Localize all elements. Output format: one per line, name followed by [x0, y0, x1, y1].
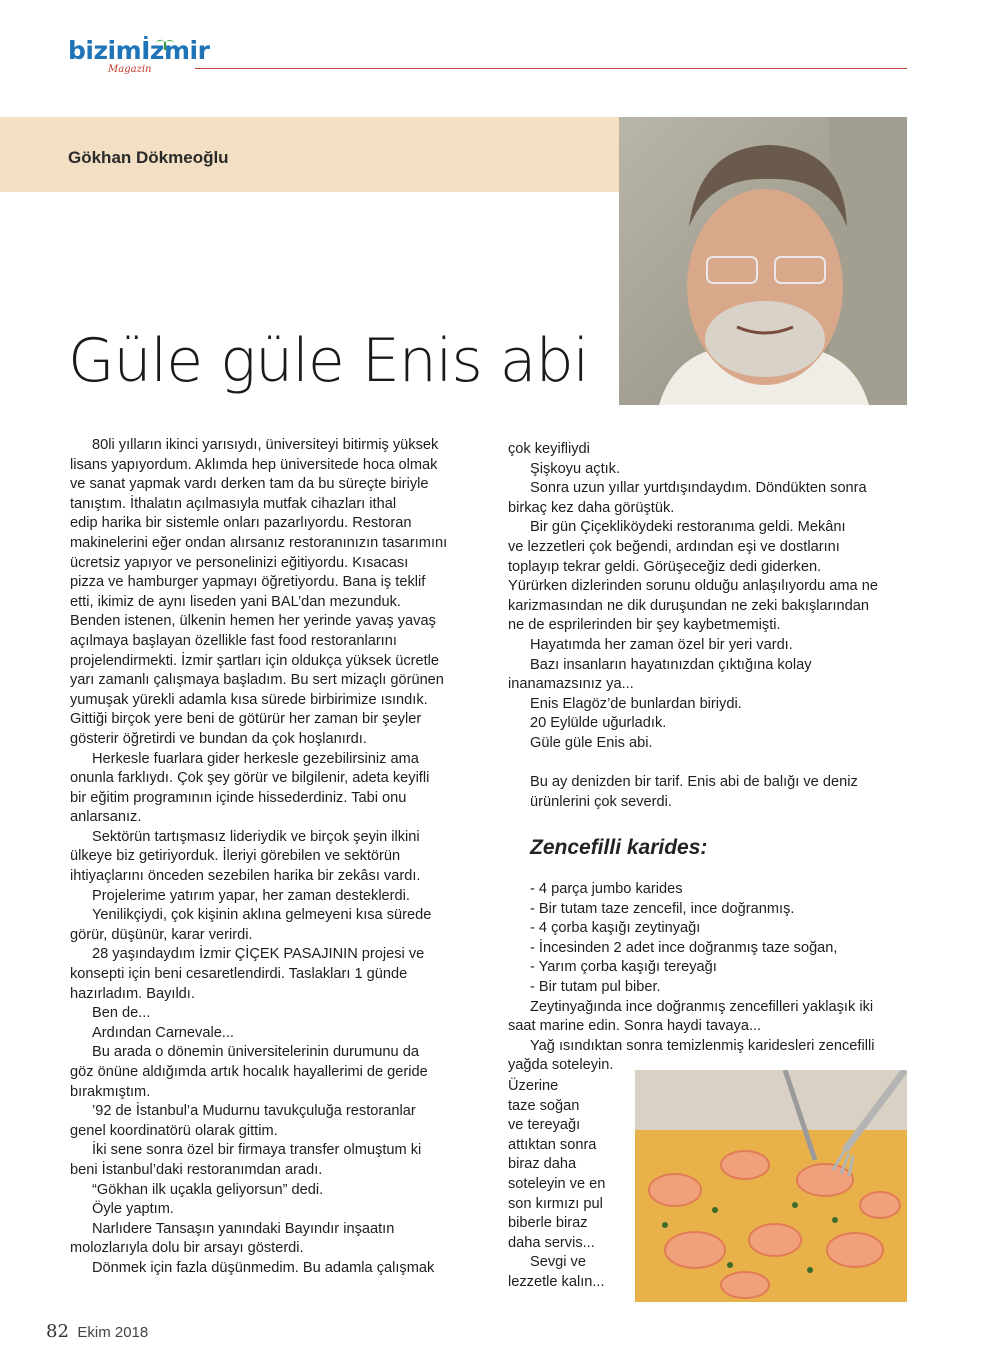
text-line: konsepti için beni cesaretlendirdi. Taslakları 1 günde: [70, 966, 408, 983]
text-line: Zeytinyağında ince doğranmış zencefilleri yaklaşık iki: [530, 998, 874, 1015]
text-line: 20 Eylülde uğurladık.: [530, 715, 667, 732]
text-line: Öyle yaptım.: [92, 1201, 174, 1218]
text-line: ürünlerini çok severdi.: [530, 793, 672, 810]
text-line: Ardından Carnevale...: [92, 1024, 234, 1041]
text-line: birkaç kez daha görüştük.: [508, 499, 675, 516]
text-line: yağda soteleyin.: [508, 1057, 614, 1074]
article-title: Güle güle Enis abi: [68, 326, 589, 396]
text-line: toplayıp tekrar geldi. Görüşeceğiz dedi giderken.: [508, 558, 822, 575]
text-line: karizmasından ne dik duruşundan ne zeki bakışlarından: [508, 597, 870, 614]
text-line: Sektörün tartışmasız lideriydik ve birçok şeyin ilkini: [92, 828, 420, 845]
text-line: 80li yılların ikinci yarısıydı, üniversiteyi bitirmiş yüksek: [92, 437, 439, 453]
text-line: - Yarım çorba kaşığı tereyağı: [530, 959, 717, 976]
text-line: Bir gün Çiçekliköydeki restoranıma geldi. Mekânı: [530, 519, 846, 536]
text-line: Bu arada o dönemin üniversitelerinin durumunu da: [92, 1044, 419, 1061]
text-line: çok keyifliydi: [508, 441, 590, 457]
author-portrait: [619, 117, 907, 405]
text-line: - 4 parça jumbo karides: [530, 881, 683, 897]
recipe-ingredients: [508, 880, 908, 1076]
text-line: Yürürken dizlerinden sorunu olduğu anlaşılıyordu ama ne: [508, 578, 878, 595]
text-line: hazırladım. Bayıldı.: [70, 985, 195, 1002]
text-line: ve tereyağı: [508, 1117, 581, 1134]
text-line: bırakmıştım.: [70, 1083, 151, 1100]
recipe-title: Zencefilli karides:: [530, 836, 708, 859]
text-line: Hayatımda her zaman özel bir yeri vardı.: [530, 636, 793, 653]
text-line: Güle güle Enis abi.: [530, 734, 653, 751]
text-line: makinelerini eğer ondan alırsanız restoranınızın tasarımını: [70, 534, 448, 551]
text-line: projelendirmekti. İzmir şartları için oldukça yüksek ücretle: [70, 652, 440, 669]
text-line: Üzerine: [508, 1078, 559, 1094]
text-line: “Gökhan ilk uçakla geliyorsun” dedi.: [92, 1181, 324, 1198]
text-line: ne de esprilerinden bir şey kaybetmemişti.: [508, 617, 781, 634]
text-line: pizza ve hamburger yapmayı öğretiyordu. Bana iş teklif: [70, 574, 426, 591]
text-line: ve lezzetleri çok beğendi, ardından eşi ve dostlarını: [508, 538, 840, 555]
text-line: tanıştım. İthalatın açılmasıyla mutfak cihazları ithal: [70, 495, 397, 512]
text-line: görür, düşünür, karar verirdi.: [70, 926, 253, 943]
text-line: edip harika bir sistemle onları pazarlıyordu. Restoran: [70, 515, 412, 532]
text-line: soteleyin ve en: [508, 1175, 606, 1192]
shrimp-dish-photo: [635, 1070, 907, 1302]
text-line: Projelerime yatırım yapar, her zaman desteklerdi.: [92, 887, 410, 904]
text-line: genel koordinatörü olarak gittim.: [70, 1122, 278, 1139]
article-left-column: [70, 436, 470, 1279]
page-footer: [46, 1321, 148, 1342]
text-line: saat marine edin. Sonra haydi tavaya...: [508, 1018, 762, 1035]
text-line: anlarsanız.: [70, 809, 142, 826]
text-line: ülkeye biz getiriyorduk. İleriyi görebilen ve sektörün: [70, 848, 401, 865]
text-line: daha servis...: [508, 1234, 595, 1251]
issue-date: Ekim 2018: [77, 1324, 149, 1341]
text-line: taze soğan: [508, 1097, 580, 1114]
text-line: ihtiyaçlarını önceden sezebilen harika bir zekâsı vardı.: [70, 868, 421, 885]
text-line: Yenilikçiydi, çok kişinin aklına gelmeyeni kısa sürede: [92, 907, 432, 924]
text-line: göz önüne aldığımda artık hocalık hayallerimi de geride: [70, 1064, 428, 1080]
text-line: attıktan sonra: [508, 1136, 597, 1153]
author-name: Gökhan Dökmeoğlu: [68, 148, 229, 167]
text-line: - İncesinden 2 adet ince doğranmış taze soğan,: [530, 939, 838, 956]
text-line: Herkesle fuarlara gider herkesle gezebilirsiniz ama: [92, 750, 419, 767]
text-line: Ben de...: [92, 1005, 151, 1022]
text-line: yumuşak yürekli adamla kısa sürede birbirimize ısındık.: [70, 691, 428, 708]
text-line: yarı zamanlı çalışmaya başladım. Bu sert mizaçlı görünen: [70, 672, 444, 689]
text-line: biberle biraz: [508, 1215, 588, 1232]
text-line: ve sanat yapmak vardı derken tam da bu süreçte biriyle: [70, 476, 429, 493]
text-line: Sonra uzun yıllar yurtdışındaydım. Döndükten sonra: [530, 480, 867, 497]
logo-text: bizimİzmir: [68, 36, 210, 65]
text-line: Benden istenen, ülkenin hemen her yerinde yavaş yavaş: [70, 613, 436, 630]
text-line: son kırmızı pul: [508, 1195, 603, 1212]
text-line: beni İstanbul’daki restoranımdan aradı.: [70, 1161, 323, 1178]
text-line: - Bir tutam taze zencefil, ince doğranmış.: [530, 900, 795, 917]
text-line: etti, ikimiz de aynı liseden yani BAL’dan mezunduk.: [70, 593, 401, 610]
logo-subtitle: Magazin: [108, 64, 152, 75]
text-line: inanamazsınız ya...: [508, 676, 634, 693]
text-line: açılmaya başlayan özellikle fast food restoranlarını: [70, 632, 397, 649]
text-line: [508, 754, 904, 774]
text-line: lezzetle kalın...: [508, 1273, 605, 1290]
palm-tree-icon: [156, 37, 174, 51]
recipe-narrow-text: [508, 1077, 628, 1293]
page-number: 82: [46, 1321, 69, 1342]
text-line: ’92 de İstanbul’a Mudurnu tavukçuluğa restoranlar: [92, 1103, 416, 1120]
text-line: Sevgi ve: [530, 1254, 586, 1271]
text-line: Yağ ısındıktan sonra temizlenmiş karidesleri zencefilli: [530, 1037, 875, 1054]
text-line: 28 yaşındaydım İzmir ÇİÇEK PASAJININ projesi ve: [92, 946, 425, 963]
header-divider: [195, 68, 907, 69]
text-line: bir eğitim programının içinde hissederdiniz. Tabi onu: [70, 789, 407, 806]
text-line: biraz daha: [508, 1156, 577, 1173]
text-line: Şişkoyu açtık.: [530, 460, 621, 477]
text-line: Dönmek için fazla düşünmedim. Bu adamla çalışmak: [92, 1259, 435, 1276]
text-line: Gittiği birçok yere beni de götürür her zaman bir şeyler: [70, 711, 422, 728]
text-line: Bazı insanların hayatınızdan çıktığına kolay: [530, 656, 812, 673]
text-line: Enis Elagöz’de bunlardan biriydi.: [530, 695, 742, 712]
text-line: İki sene sonra özel bir firmaya transfer olmuştum ki: [92, 1142, 422, 1159]
text-line: - Bir tutam pul biber.: [530, 978, 661, 995]
text-line: gösterir öğretirdi ve bundan da çok hoşlanırdı.: [70, 730, 367, 747]
text-line: Narlıdere Tansaşın yanındaki Bayındır inşaatın: [92, 1220, 395, 1237]
text-line: onunla farklıydı. Çok şey görür ve bilgilenir, adeta keyifli: [70, 770, 430, 787]
magazine-logo: [68, 36, 208, 84]
text-line: lisans yapıyordum. Aklımda hep üniversitede hoca olmak: [70, 456, 438, 473]
text-line: molozlarıyla dolu bir arsayı gösterdi.: [70, 1240, 304, 1257]
article-right-column: [508, 440, 904, 812]
text-line: ücretsiz yapıyor ve personelinizi eğitiyordu. Kısacası: [70, 554, 409, 571]
text-line: - 4 çorba kaşığı zeytinyağı: [530, 920, 701, 937]
text-line: Bu ay denizden bir tarif. Enis abi de balığı ve deniz: [530, 774, 858, 791]
